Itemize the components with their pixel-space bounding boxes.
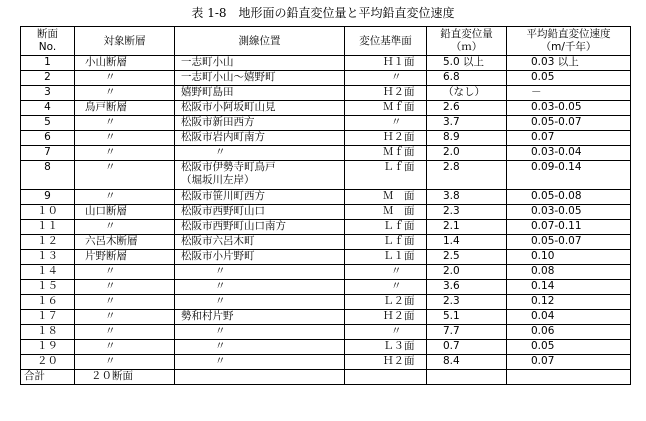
- cell-section-no: 6: [21, 131, 75, 146]
- cell-displacement: 2.5: [427, 250, 507, 265]
- cell-surface: 〃: [345, 116, 427, 131]
- cell-section-no: 7: [21, 146, 75, 161]
- table-row: [21, 310, 631, 325]
- cell-displacement: 8.9: [427, 131, 507, 146]
- cell-displacement: 0.7: [427, 340, 507, 355]
- header-reference-surface: 変位基準面: [345, 27, 427, 56]
- cell-location: 松阪市笹川町西方: [175, 190, 345, 205]
- cell-surface: Ｈ２面: [345, 310, 427, 325]
- table-row: [21, 355, 631, 370]
- cell-rate: 0.03-0.05: [507, 205, 631, 220]
- cell-fault: 鳥戸断層: [75, 101, 175, 116]
- total-value: ２０断面: [75, 370, 175, 385]
- cell-fault: 〃: [75, 116, 175, 131]
- cell-fault: 〃: [75, 131, 175, 146]
- cell-displacement: 3.6: [427, 280, 507, 295]
- cell-rate: 0.03-0.04: [507, 146, 631, 161]
- cell-location: 〃: [175, 265, 345, 280]
- cell-rate: 0.12: [507, 295, 631, 310]
- cell-displacement: 2.3: [427, 205, 507, 220]
- cell-rate: 0.05: [507, 71, 631, 86]
- cell-section-no: 1: [21, 56, 75, 71]
- cell-section-no: １２: [21, 235, 75, 250]
- cell-location: 松阪市小阿坂町山見: [175, 101, 345, 116]
- cell-section-no: 2: [21, 71, 75, 86]
- cell-rate: 0.14: [507, 280, 631, 295]
- cell-location: 嬉野町島田: [175, 86, 345, 101]
- cell-surface: Ｍ 面: [345, 205, 427, 220]
- cell-displacement: 2.3: [427, 295, 507, 310]
- cell-rate: 0.05-0.07: [507, 235, 631, 250]
- cell-location: 勢和村片野: [175, 310, 345, 325]
- header-location: 測線位置: [175, 27, 345, 56]
- header-displacement-rate: 平均鉛直変位速度 （m/千年）: [507, 27, 631, 56]
- cell-rate: 0.09-0.14: [507, 161, 631, 190]
- cell-displacement: （なし）: [427, 86, 507, 101]
- table-row: [21, 265, 631, 280]
- cell-location: 一志町小山～嬉野町: [175, 71, 345, 86]
- cell-location: 松阪市伊勢寺町鳥戸 （堀坂川左岸）: [175, 161, 345, 190]
- header-vertical-displacement: 鉛直変位量 （ｍ）: [427, 27, 507, 56]
- cell-surface: 〃: [345, 325, 427, 340]
- cell-section-no: １０: [21, 205, 75, 220]
- cell-surface: 〃: [345, 280, 427, 295]
- cell-fault: 〃: [75, 310, 175, 325]
- table-row: [21, 101, 631, 116]
- cell-location: 〃: [175, 340, 345, 355]
- cell-fault: 六呂木断層: [75, 235, 175, 250]
- cell-fault: 〃: [75, 280, 175, 295]
- table-row: [21, 56, 631, 71]
- cell-rate: 0.03-0.05: [507, 101, 631, 116]
- total-label: 合計: [21, 370, 75, 385]
- cell-fault: 〃: [75, 340, 175, 355]
- cell-section-no: １７: [21, 310, 75, 325]
- cell-section-no: 9: [21, 190, 75, 205]
- cell-location: 一志町小山: [175, 56, 345, 71]
- table-row: [21, 161, 631, 190]
- cell-displacement: 3.8: [427, 190, 507, 205]
- cell-section-no: ２０: [21, 355, 75, 370]
- header-fault: 対象断層: [75, 27, 175, 56]
- cell-surface: Ｌ２面: [345, 295, 427, 310]
- empty-cell: [175, 370, 345, 385]
- cell-displacement: 8.4: [427, 355, 507, 370]
- header-row: [21, 27, 631, 56]
- cell-rate: 0.07: [507, 131, 631, 146]
- cell-fault: 〃: [75, 265, 175, 280]
- cell-rate: 0.03 以上: [507, 56, 631, 71]
- header-section-no: 断面 No.: [21, 27, 75, 56]
- cell-section-no: １３: [21, 250, 75, 265]
- table-body: [21, 56, 631, 385]
- cell-surface: Ｈ２面: [345, 131, 427, 146]
- cell-rate: 0.04: [507, 310, 631, 325]
- table-row: [21, 325, 631, 340]
- cell-section-no: 4: [21, 101, 75, 116]
- cell-location: 松阪市西野町山口: [175, 205, 345, 220]
- cell-surface: Ｌ１面: [345, 250, 427, 265]
- cell-displacement: 2.0: [427, 265, 507, 280]
- cell-section-no: １５: [21, 280, 75, 295]
- cell-rate: 0.10: [507, 250, 631, 265]
- cell-fault: 〃: [75, 161, 175, 190]
- cell-surface: Ｈ１面: [345, 56, 427, 71]
- cell-location: 松阪市岩内町南方: [175, 131, 345, 146]
- table-row: [21, 340, 631, 355]
- cell-location: 松阪市新田西方: [175, 116, 345, 131]
- empty-cell: [345, 370, 427, 385]
- cell-surface: Ｍ 面: [345, 190, 427, 205]
- cell-surface: 〃: [345, 265, 427, 280]
- cell-surface: Ｈ２面: [345, 355, 427, 370]
- cell-surface: Ｍｆ面: [345, 101, 427, 116]
- cell-displacement: 2.0: [427, 146, 507, 161]
- cell-rate: 0.05-0.08: [507, 190, 631, 205]
- cell-fault: 〃: [75, 355, 175, 370]
- cell-surface: Ｌｆ面: [345, 235, 427, 250]
- cell-fault: 〃: [75, 220, 175, 235]
- cell-location: 〃: [175, 146, 345, 161]
- cell-rate: 0.07-0.11: [507, 220, 631, 235]
- total-row: [21, 370, 631, 385]
- cell-section-no: 3: [21, 86, 75, 101]
- cell-displacement: 2.6: [427, 101, 507, 116]
- cell-displacement: 6.8: [427, 71, 507, 86]
- cell-location: 松阪市小片野町: [175, 250, 345, 265]
- cell-displacement: 5.1: [427, 310, 507, 325]
- cell-location: 〃: [175, 355, 345, 370]
- cell-location: 〃: [175, 325, 345, 340]
- table-row: [21, 131, 631, 146]
- cell-fault: 〃: [75, 295, 175, 310]
- cell-surface: 〃: [345, 71, 427, 86]
- table-row: [21, 190, 631, 205]
- cell-section-no: １９: [21, 340, 75, 355]
- cell-surface: Ｌｆ面: [345, 220, 427, 235]
- table-row: [21, 295, 631, 310]
- cell-displacement: 5.0 以上: [427, 56, 507, 71]
- cell-section-no: １８: [21, 325, 75, 340]
- cell-fault: 〃: [75, 325, 175, 340]
- displacement-table: [20, 26, 631, 385]
- cell-surface: Ｌｆ面: [345, 161, 427, 190]
- cell-displacement: 2.8: [427, 161, 507, 190]
- cell-rate: 0.05-0.07: [507, 116, 631, 131]
- empty-cell: [507, 370, 631, 385]
- table-row: [21, 146, 631, 161]
- cell-rate: 0.08: [507, 265, 631, 280]
- cell-displacement: 2.1: [427, 220, 507, 235]
- cell-location: 〃: [175, 295, 345, 310]
- cell-section-no: １１: [21, 220, 75, 235]
- cell-fault: 〃: [75, 190, 175, 205]
- table-row: [21, 116, 631, 131]
- cell-displacement: 3.7: [427, 116, 507, 131]
- table-row: [21, 71, 631, 86]
- cell-displacement: 7.7: [427, 325, 507, 340]
- table-row: [21, 280, 631, 295]
- cell-surface: Ｌ３面: [345, 340, 427, 355]
- cell-section-no: 5: [21, 116, 75, 131]
- cell-rate: 0.05: [507, 340, 631, 355]
- cell-rate: 0.06: [507, 325, 631, 340]
- cell-rate: －: [507, 86, 631, 101]
- cell-fault: 〃: [75, 71, 175, 86]
- cell-rate: 0.07: [507, 355, 631, 370]
- table-row: [21, 205, 631, 220]
- cell-location: 松阪市西野町山口南方: [175, 220, 345, 235]
- table-row: [21, 220, 631, 235]
- cell-location: 松阪市六呂木町: [175, 235, 345, 250]
- empty-cell: [427, 370, 507, 385]
- cell-displacement: 1.4: [427, 235, 507, 250]
- cell-fault: 〃: [75, 86, 175, 101]
- table-row: [21, 86, 631, 101]
- cell-surface: Ｍｆ面: [345, 146, 427, 161]
- cell-section-no: １４: [21, 265, 75, 280]
- table-row: [21, 250, 631, 265]
- cell-fault: 片野断層: [75, 250, 175, 265]
- cell-section-no: １６: [21, 295, 75, 310]
- cell-fault: 山口断層: [75, 205, 175, 220]
- cell-location: 〃: [175, 280, 345, 295]
- cell-fault: 小山断層: [75, 56, 175, 71]
- table-row: [21, 235, 631, 250]
- table-title: 表 1-8 地形面の鉛直変位量と平均鉛直変位速度: [191, 6, 455, 20]
- cell-surface: Ｈ２面: [345, 86, 427, 101]
- cell-fault: 〃: [75, 146, 175, 161]
- cell-section-no: 8: [21, 161, 75, 190]
